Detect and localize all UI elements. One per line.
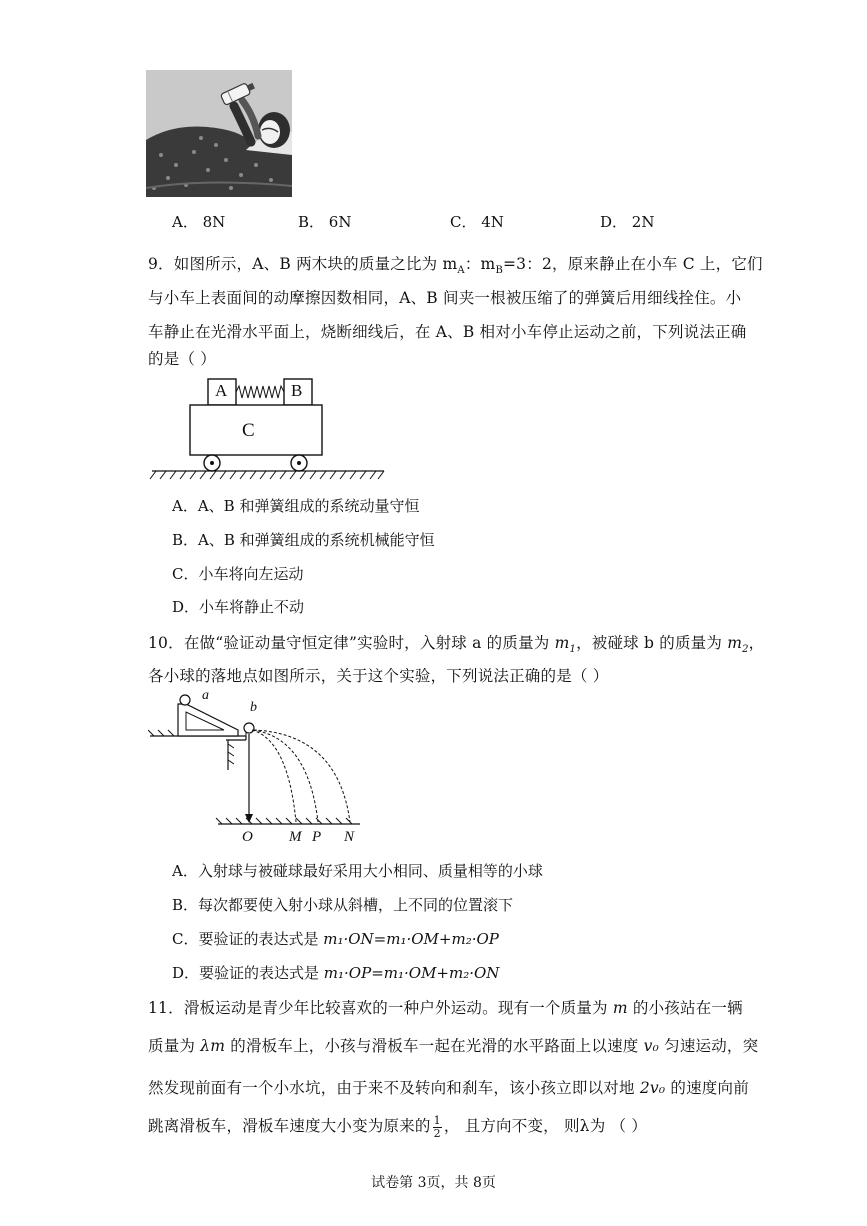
q10-fig-label-b: b bbox=[250, 700, 257, 715]
q11-line-2 bbox=[148, 1034, 758, 1056]
q11-line-4 bbox=[148, 1114, 647, 1140]
q8-option-b: B． 6N bbox=[298, 213, 352, 231]
q11-fraction bbox=[433, 1115, 442, 1140]
q10-m2: m bbox=[727, 634, 743, 652]
q11-line-3-end: 的速度向前 bbox=[665, 1079, 749, 1097]
q10-fig-label-n: N bbox=[344, 829, 355, 845]
q9-line-1-end: =3：2，原来静止在小车 C 上，它们 bbox=[503, 255, 763, 273]
q10-line-1-mid: ，被碰球 b 的质量为 bbox=[576, 634, 728, 652]
page-footer: 试卷第 3页，共 8页 bbox=[371, 1175, 496, 1191]
q9-option-d: D．小车将静止不动 bbox=[172, 598, 305, 616]
q11-line-2-end: 匀速运动，突 bbox=[659, 1037, 759, 1055]
q8-option-c: C． 4N bbox=[450, 213, 504, 231]
q10-fig-label-m: M bbox=[289, 829, 302, 845]
q11-line-2-mid: 的滑板车上，小孩与滑板车一起在光滑的水平路面上以速度 bbox=[225, 1037, 644, 1055]
q9-option-a: A．A、B 和弹簧组成的系统动量守恒 bbox=[172, 497, 420, 515]
q11-frac-num: 1 bbox=[433, 1113, 441, 1127]
q10-fig-label-a: a bbox=[202, 688, 209, 703]
q11-line-2-pre: 质量为 bbox=[148, 1037, 201, 1055]
q9-sub-a: A bbox=[457, 265, 465, 277]
q11-line-1-pre: 11．滑板运动是青少年比较喜欢的一种户外运动。现有一个质量为 bbox=[148, 999, 613, 1017]
q9-fig-label-b: B bbox=[291, 381, 303, 400]
q9-line-1-mid: ：m bbox=[464, 255, 496, 273]
q10-line-2: 各小球的落地点如图所示，关于这个实验，下列说法正确的是（ ） bbox=[148, 667, 609, 685]
q10-m1-sub: 1 bbox=[569, 644, 577, 656]
q9-fig-label-c: C bbox=[242, 420, 255, 441]
q11-line-4-pre: 跳离滑板车，滑板车速度大小变为原来的 bbox=[148, 1117, 431, 1135]
q9-line-1 bbox=[148, 252, 763, 276]
q10-option-c-expr: m₁·ON=m₁·OM+m₂·OP bbox=[323, 930, 499, 948]
q10-fig-label-p: P bbox=[312, 829, 322, 845]
q8-option-a: A． 8N bbox=[172, 213, 226, 231]
photo-person-lying-in-bed bbox=[146, 70, 292, 197]
q10-option-c-pre: C．要验证的表达式是 bbox=[172, 930, 324, 948]
q11-line-3 bbox=[148, 1076, 749, 1098]
q10-m2-sub: 2 bbox=[742, 644, 749, 656]
q10-option-d-pre: D．要验证的表达式是 bbox=[172, 964, 324, 982]
q9-option-c: C．小车将向左运动 bbox=[172, 565, 304, 583]
q9-line-4: 的是（ ） bbox=[148, 350, 216, 368]
q10-option-d-expr: m₁·OP=m₁·OM+m₂·ON bbox=[323, 964, 500, 982]
q11-lambda-m: λm bbox=[200, 1037, 226, 1055]
q11-line-1 bbox=[148, 996, 743, 1018]
q10-option-b: B．每次都要使入射小球从斜槽，上不同的位置滚下 bbox=[172, 896, 514, 914]
q11-line-1-end: 的小孩站在一辆 bbox=[627, 999, 743, 1017]
q9-option-b: B．A、B 和弹簧组成的系统机械能守恒 bbox=[172, 531, 435, 549]
q9-line-3: 车静止在光滑水平面上，烧断细线后，在 A、B 相对小车停止运动之前，下列说法正确 bbox=[148, 323, 747, 341]
q10-m1: m bbox=[554, 634, 570, 652]
q11-2v0: 2v₀ bbox=[639, 1079, 666, 1097]
q11-frac-den: 2 bbox=[433, 1126, 441, 1140]
q9-figure-cart bbox=[148, 375, 388, 480]
q10-line-1-pre: 10．在做“验证动量守恒定律”实验时，入射球 a 的质量为 bbox=[148, 634, 555, 652]
q10-option-a: A．入射球与被碰球最好采用大小相同、质量相等的小球 bbox=[172, 862, 543, 880]
q9-line-2: 与小车上表面间的动摩擦因数相同，A、B 间夹一根被压缩了的弹簧后用细线拴住。小 bbox=[148, 289, 742, 307]
q11-line-4-end: ， 且方向不变， 则λ为 （ ） bbox=[443, 1117, 648, 1135]
q10-fig-label-o: O bbox=[242, 829, 253, 845]
q9-sub-b: B bbox=[495, 265, 503, 277]
q10-option-c bbox=[172, 928, 499, 949]
q9-fig-label-a: A bbox=[215, 381, 228, 400]
q9-line-1-pre: 9．如图所示，A、B 两木块的质量之比为 m bbox=[148, 255, 458, 273]
q11-v0: v₀ bbox=[643, 1037, 659, 1055]
q10-line-1-end: ， bbox=[748, 634, 765, 652]
q11-m: m bbox=[612, 999, 628, 1017]
q10-line-1 bbox=[148, 631, 764, 655]
q10-option-d bbox=[172, 962, 499, 983]
q11-line-3-pre: 然发现前面有一个小水坑，由于来不及转向和刹车，该小孩立即以对地 bbox=[148, 1079, 640, 1097]
q8-option-d: D． 2N bbox=[600, 213, 655, 231]
q10-figure-apparatus bbox=[148, 690, 368, 850]
